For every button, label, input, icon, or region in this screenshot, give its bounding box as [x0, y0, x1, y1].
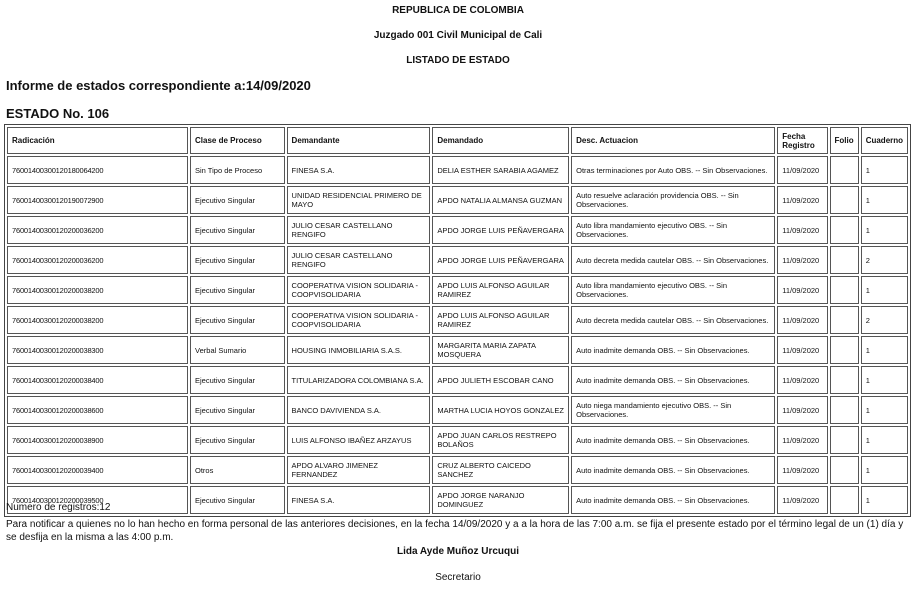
cell-radicacion: 76001400300120200038300 — [7, 336, 188, 364]
cell-demandante: TITULARIZADORA COLOMBIANA S.A. — [287, 366, 431, 394]
table-row — [7, 366, 908, 394]
cell-demandante: HOUSING INMOBILIARIA S.A.S. — [287, 336, 431, 364]
cell-radicacion: 76001400300120200039400 — [7, 456, 188, 484]
cell-desc-actuacion: Auto inadmite demanda OBS. -- Sin Observaciones. — [571, 456, 775, 484]
signature-name: Lida Ayde Muñoz Urcuqui — [396, 546, 520, 557]
cell-fecha-registro: 11/09/2020 — [777, 336, 827, 364]
header-juzgado: Juzgado 001 Civil Municipal de Cali — [373, 30, 543, 41]
cell-clase-proceso: Sin Tipo de Proceso — [190, 156, 285, 184]
cell-demandado: DELIA ESTHER SARABIA AGAMEZ — [432, 156, 569, 184]
cell-desc-actuacion: Auto inadmite demanda OBS. -- Sin Observaciones. — [571, 426, 775, 454]
cell-folio — [830, 306, 859, 334]
cell-fecha-registro: 11/09/2020 — [777, 246, 827, 274]
cell-radicacion: 76001400300120200038200 — [7, 306, 188, 334]
cell-cuaderno: 2 — [861, 306, 908, 334]
cell-desc-actuacion: Auto resuelve aclaración providencia OBS. -- Sin Observaciones. — [571, 186, 775, 214]
cell-cuaderno: 1 — [861, 156, 908, 184]
table-row — [7, 426, 908, 454]
cell-desc-actuacion: Auto inadmite demanda OBS. -- Sin Observaciones. — [571, 486, 775, 514]
cell-desc-actuacion: Otras terminaciones por Auto OBS. -- Sin Observaciones. — [571, 156, 775, 184]
table-row — [7, 186, 908, 214]
cell-folio — [830, 216, 859, 244]
cell-radicacion: 76001400300120190072900 — [7, 186, 188, 214]
cell-demandado: APDO JORGE NARANJO DOMINGUEZ — [432, 486, 569, 514]
col-folio: Folio — [830, 127, 859, 154]
cell-folio — [830, 456, 859, 484]
cell-clase-proceso: Verbal Sumario — [190, 336, 285, 364]
cell-cuaderno: 1 — [861, 426, 908, 454]
cell-demandante: FINESA S.A. — [287, 156, 431, 184]
cell-clase-proceso: Ejecutivo Singular — [190, 276, 285, 304]
cell-radicacion: 76001400300120200036200 — [7, 216, 188, 244]
cell-demandado: MARTHA LUCIA HOYOS GONZALEZ — [432, 396, 569, 424]
table-row — [7, 306, 908, 334]
cell-fecha-registro: 11/09/2020 — [777, 306, 827, 334]
signature-role: Secretario — [435, 572, 481, 583]
cell-desc-actuacion: Auto decreta medida cautelar OBS. -- Sin Observaciones. — [571, 246, 775, 274]
cell-radicacion: 76001400300120200038200 — [7, 276, 188, 304]
header-listado: LISTADO DE ESTADO — [406, 55, 510, 66]
table-row — [7, 486, 908, 514]
cell-demandante: FINESA S.A. — [287, 486, 431, 514]
cell-desc-actuacion: Auto inadmite demanda OBS. -- Sin Observaciones. — [571, 366, 775, 394]
cell-fecha-registro: 11/09/2020 — [777, 486, 827, 514]
col-demandado: Demandado — [432, 127, 569, 154]
cell-demandante: COOPERATIVA VISION SOLIDARIA - COOPVISOLIDARIA — [287, 276, 431, 304]
notification-paragraph: Para notificar a quienes no lo han hecho en forma personal de las anteriores decisiones, en la fecha 14/09/2020 y a a la hora de las 7:00 a.m. se fija el presente estado por el término legal de un (1) día y se desfija en la misma a las 4:00 p.m. — [6, 519, 904, 543]
cell-folio — [830, 486, 859, 514]
col-desc-actuacion: Desc. Actuacion — [571, 127, 775, 154]
cell-desc-actuacion: Auto libra mandamiento ejecutivo OBS. -- Sin Observaciones. — [571, 216, 775, 244]
cell-demandado: MARGARITA MARIA ZAPATA MOSQUERA — [432, 336, 569, 364]
table-row — [7, 246, 908, 274]
table-body — [7, 156, 908, 514]
cell-demandado: APDO JORGE LUIS PEÑAVERGARA — [432, 216, 569, 244]
cell-cuaderno: 2 — [861, 246, 908, 274]
cell-demandante: APDO ALVARO JIMENEZ FERNANDEZ — [287, 456, 431, 484]
cell-fecha-registro: 11/09/2020 — [777, 456, 827, 484]
cell-radicacion: 76001400300120180064200 — [7, 156, 188, 184]
cell-demandado: APDO JUAN CARLOS RESTREPO BOLAÑOS — [432, 426, 569, 454]
cell-demandante: LUIS ALFONSO IBAÑEZ ARZAYUS — [287, 426, 431, 454]
cell-cuaderno: 1 — [861, 366, 908, 394]
table-header-row — [7, 127, 908, 154]
cell-fecha-registro: 11/09/2020 — [777, 366, 827, 394]
cell-clase-proceso: Ejecutivo Singular — [190, 306, 285, 334]
cell-demandante: JULIO CESAR CASTELLANO RENGIFO — [287, 216, 431, 244]
cell-cuaderno: 1 — [861, 396, 908, 424]
col-demandante: Demandante — [287, 127, 431, 154]
cell-demandante: COOPERATIVA VISION SOLIDARIA - COOPVISOLIDARIA — [287, 306, 431, 334]
cell-cuaderno: 1 — [861, 276, 908, 304]
cell-cuaderno: 1 — [861, 336, 908, 364]
col-clase-proceso: Clase de Proceso — [190, 127, 285, 154]
numero-registros: Numero de registros:12 — [6, 502, 111, 513]
cell-demandado: APDO JULIETH ESCOBAR CANO — [432, 366, 569, 394]
table-row — [7, 216, 908, 244]
table-row — [7, 456, 908, 484]
cell-clase-proceso: Ejecutivo Singular — [190, 366, 285, 394]
cell-cuaderno: 1 — [861, 216, 908, 244]
cell-fecha-registro: 11/09/2020 — [777, 216, 827, 244]
cell-clase-proceso: Otros — [190, 456, 285, 484]
table-row — [7, 396, 908, 424]
informe-title: Informe de estados correspondiente a:14/09/2020 — [6, 78, 311, 93]
cell-clase-proceso: Ejecutivo Singular — [190, 486, 285, 514]
cell-radicacion: 76001400300120200038400 — [7, 366, 188, 394]
table-row — [7, 156, 908, 184]
cell-clase-proceso: Ejecutivo Singular — [190, 396, 285, 424]
cell-folio — [830, 336, 859, 364]
cell-demandado: CRUZ ALBERTO CAICEDO SANCHEZ — [432, 456, 569, 484]
cell-demandante: JULIO CESAR CASTELLANO RENGIFO — [287, 246, 431, 274]
cell-demandado: APDO JORGE LUIS PEÑAVERGARA — [432, 246, 569, 274]
cell-desc-actuacion: Auto inadmite demanda OBS. -- Sin Observaciones. — [571, 336, 775, 364]
cell-fecha-registro: 11/09/2020 — [777, 276, 827, 304]
cell-cuaderno: 1 — [861, 456, 908, 484]
table-row — [7, 276, 908, 304]
cell-demandante: BANCO DAVIVIENDA S.A. — [287, 396, 431, 424]
cell-fecha-registro: 11/09/2020 — [777, 186, 827, 214]
col-fecha-registro: Fecha Registro — [777, 127, 827, 154]
cell-demandado: APDO NATALIA ALMANSA GUZMAN — [432, 186, 569, 214]
cell-demandado: APDO LUIS ALFONSO AGUILAR RAMIREZ — [432, 276, 569, 304]
cell-folio — [830, 426, 859, 454]
cell-cuaderno: 1 — [861, 486, 908, 514]
cell-clase-proceso: Ejecutivo Singular — [190, 216, 285, 244]
cell-radicacion: 76001400300120200039500 — [7, 486, 188, 514]
cell-folio — [830, 156, 859, 184]
cell-folio — [830, 396, 859, 424]
estado-number: ESTADO No. 106 — [6, 106, 110, 121]
estado-table — [4, 124, 911, 517]
cell-desc-actuacion: Auto niega mandamiento ejecutivo OBS. -- Sin Observaciones. — [571, 396, 775, 424]
cell-cuaderno: 1 — [861, 186, 908, 214]
cell-clase-proceso: Ejecutivo Singular — [190, 246, 285, 274]
cell-desc-actuacion: Auto libra mandamiento ejecutivo OBS. -- Sin Observaciones. — [571, 276, 775, 304]
cell-fecha-registro: 11/09/2020 — [777, 396, 827, 424]
cell-fecha-registro: 11/09/2020 — [777, 426, 827, 454]
header-republica: REPUBLICA DE COLOMBIA — [392, 5, 524, 16]
cell-demandante: UNIDAD RESIDENCIAL PRIMERO DE MAYO — [287, 186, 431, 214]
cell-radicacion: 76001400300120200038600 — [7, 396, 188, 424]
cell-clase-proceso: Ejecutivo Singular — [190, 186, 285, 214]
table-row — [7, 336, 908, 364]
cell-fecha-registro: 11/09/2020 — [777, 156, 827, 184]
cell-radicacion: 76001400300120200038900 — [7, 426, 188, 454]
cell-demandado: APDO LUIS ALFONSO AGUILAR RAMIREZ — [432, 306, 569, 334]
cell-folio — [830, 246, 859, 274]
cell-radicacion: 76001400300120200036200 — [7, 246, 188, 274]
cell-clase-proceso: Ejecutivo Singular — [190, 426, 285, 454]
cell-folio — [830, 276, 859, 304]
cell-desc-actuacion: Auto decreta medida cautelar OBS. -- Sin Observaciones. — [571, 306, 775, 334]
cell-folio — [830, 366, 859, 394]
cell-folio — [830, 186, 859, 214]
col-radicacion: Radicación — [7, 127, 188, 154]
col-cuaderno: Cuaderno — [861, 127, 908, 154]
